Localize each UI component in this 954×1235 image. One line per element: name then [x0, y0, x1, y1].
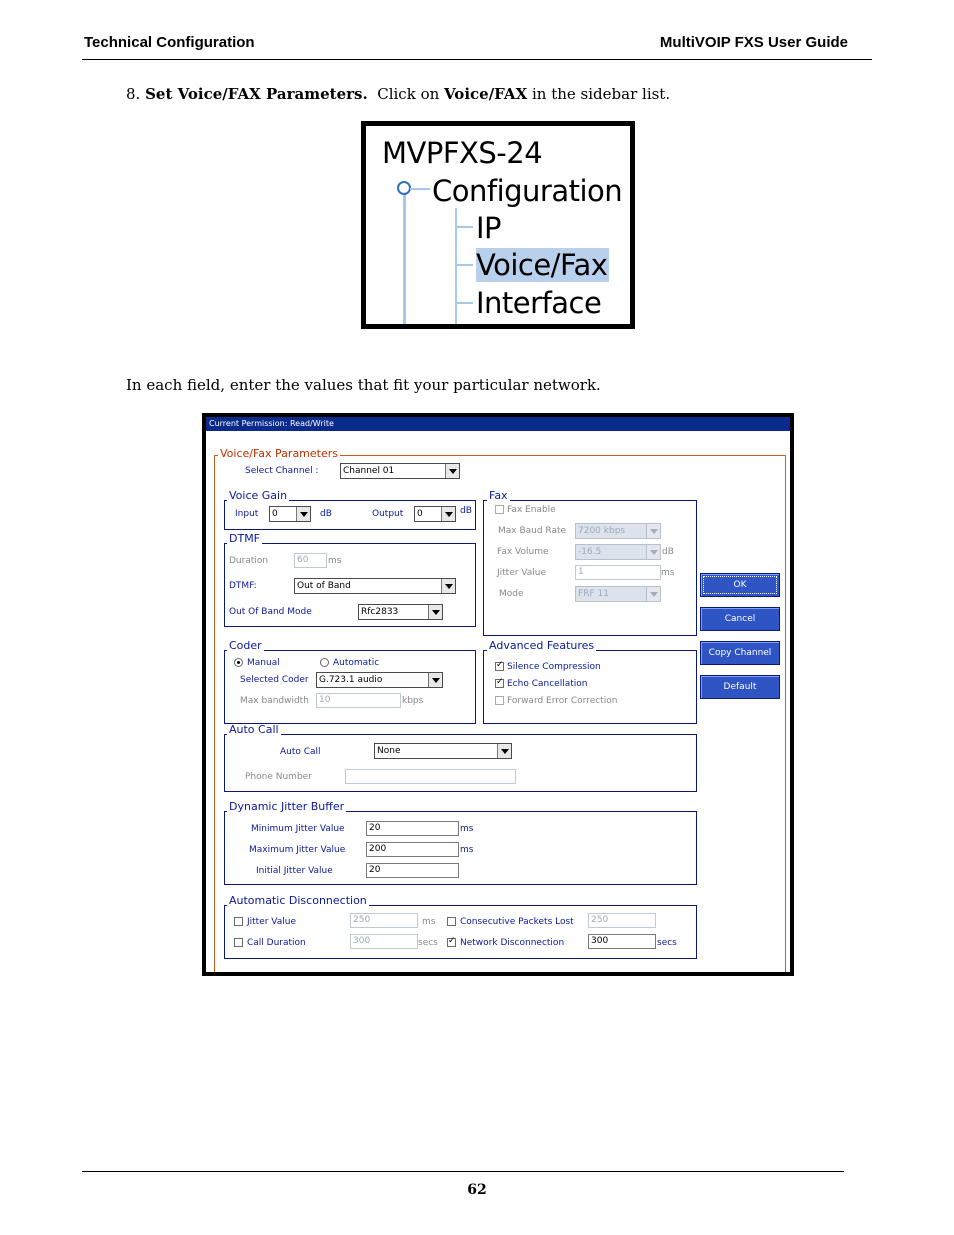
tree-configuration[interactable]: Configuration [432, 174, 623, 208]
oob-mode-value: Rfc2833 [361, 607, 399, 617]
initial-jitter-field[interactable]: 20 [366, 863, 459, 878]
fax-volume-label: Fax Volume [497, 547, 549, 557]
network-disconnection-unit: secs [657, 938, 677, 948]
default-button[interactable]: Default [700, 675, 780, 699]
automatic-radio[interactable] [320, 658, 329, 667]
chevron-down-icon [646, 587, 660, 601]
call-duration-label: Call Duration [247, 938, 306, 948]
permission-bar: Current Permission: Read/Write [206, 417, 790, 431]
oob-mode-label: Out Of Band Mode [229, 607, 312, 617]
input-gain-label: Input [235, 509, 259, 519]
auto-disconnect-title: Automatic Disconnection [229, 894, 367, 907]
network-disconnection-field[interactable]: 300 [588, 934, 656, 949]
fax-enable-checkbox[interactable] [495, 505, 504, 514]
voice-fax-dialog-figure [202, 413, 794, 976]
max-baud-dropdown[interactable] [575, 523, 661, 539]
call-duration-checkbox[interactable] [234, 938, 243, 947]
header-left: Technical Configuration [84, 34, 255, 51]
auto-call-value: None [377, 746, 401, 756]
advanced-features-title: Advanced Features [489, 639, 595, 652]
chevron-down-icon [497, 744, 511, 758]
manual-label: Manual [247, 658, 280, 668]
tree-branch [455, 226, 473, 228]
network-disconnection-label: Network Disconnection [460, 938, 565, 948]
selected-coder-value: G.723.1 audio [319, 675, 383, 685]
max-jitter-field[interactable]: 200 [366, 842, 459, 857]
chevron-down-icon [441, 579, 455, 593]
min-jitter-unit: ms [460, 824, 474, 834]
oob-mode-dropdown[interactable] [358, 604, 443, 620]
fax-volume-unit: dB [662, 547, 674, 557]
silence-compression-checkbox[interactable] [495, 662, 504, 671]
ok-button[interactable]: OK [700, 573, 780, 597]
select-channel-dropdown[interactable] [340, 463, 460, 479]
chevron-down-icon [441, 507, 455, 521]
output-gain-dropdown[interactable] [414, 506, 456, 522]
max-bandwidth-field[interactable]: 10 [316, 693, 401, 708]
selected-coder-label: Selected Coder [240, 675, 309, 685]
jitter-disconnect-unit: ms [422, 917, 436, 927]
dtmf-duration-unit: ms [328, 556, 342, 566]
output-gain-value: 0 [417, 509, 423, 519]
chevron-down-icon [445, 464, 459, 478]
fax-volume-dropdown[interactable] [575, 544, 661, 560]
jitter-disconnect-checkbox[interactable] [234, 917, 243, 926]
consecutive-packets-label: Consecutive Packets Lost [460, 917, 574, 927]
fec-label: Forward Error Correction [507, 696, 618, 706]
sidebar-tree-figure [361, 121, 635, 329]
jitter-disconnect-label: Jitter Value [247, 917, 297, 927]
page-number: 62 [467, 1182, 487, 1198]
fax-jitter-unit: ms [661, 568, 675, 578]
dtmf-mode-dropdown[interactable] [294, 578, 456, 594]
phone-number-label: Phone Number [245, 772, 312, 782]
dtmf-duration-field[interactable]: 60 [294, 553, 327, 568]
max-bandwidth-label: Max bandwidth [240, 696, 309, 706]
chevron-down-icon [428, 673, 442, 687]
echo-cancellation-checkbox[interactable] [495, 679, 504, 688]
input-gain-value: 0 [272, 509, 278, 519]
step-text-a: Click on [377, 85, 440, 103]
fax-jitter-label: Jitter Value [497, 568, 547, 578]
input-gain-dropdown[interactable] [269, 506, 311, 522]
fax-title: Fax [489, 489, 508, 502]
fax-volume-value: -16.5 [578, 547, 602, 557]
call-duration-unit: secs [418, 938, 438, 948]
panel-title: Voice/Fax Parameters [220, 447, 339, 460]
chevron-down-icon [296, 507, 310, 521]
tree-branch [455, 302, 473, 304]
max-jitter-label: Maximum Jitter Value [249, 845, 346, 855]
initial-jitter-label: Initial Jitter Value [256, 866, 333, 876]
fax-jitter-field[interactable]: 1 [575, 565, 661, 580]
fax-enable-label: Fax Enable [507, 505, 556, 515]
output-gain-label: Output [372, 509, 404, 519]
tree-node-icon [397, 181, 411, 195]
manual-radio[interactable] [234, 658, 243, 667]
jitter-buffer-title: Dynamic Jitter Buffer [229, 800, 345, 813]
dtmf-duration-label: Duration [229, 556, 269, 566]
max-bandwidth-unit: kbps [402, 696, 424, 706]
tree-branch [410, 188, 430, 190]
step-text [126, 85, 670, 103]
consecutive-packets-field[interactable]: 250 [588, 913, 656, 928]
voice-fax-window [206, 417, 790, 972]
chevron-down-icon [428, 605, 442, 619]
min-jitter-label: Minimum Jitter Value [251, 824, 345, 834]
output-db-unit: dB [460, 506, 472, 516]
step-target: Voice/FAX [444, 85, 528, 103]
cancel-button[interactable]: Cancel [700, 607, 780, 631]
tree-item-ip[interactable]: IP [476, 211, 502, 245]
phone-number-field[interactable] [345, 769, 516, 784]
dtmf-title: DTMF [229, 532, 261, 545]
dtmf-mode-value: Out of Band [297, 581, 351, 591]
jitter-disconnect-field[interactable]: 250 [350, 913, 418, 928]
tree-branch [455, 264, 473, 266]
echo-cancellation-label: Echo Cancellation [507, 679, 588, 689]
step-text-b: in the sidebar list. [532, 85, 671, 103]
header-rule [82, 59, 872, 60]
footer-rule [82, 1171, 844, 1172]
step-number: 8. [126, 85, 141, 103]
select-channel-value: Channel 01 [343, 466, 395, 476]
chevron-down-icon [646, 524, 660, 538]
tree-root[interactable]: MVPFXS-24 [382, 136, 543, 170]
copy-channel-button[interactable]: Copy Channel [700, 641, 780, 665]
tree-item-voice-fax[interactable]: Voice/Fax [476, 248, 608, 282]
silence-compression-label: Silence Compression [507, 662, 601, 672]
header-right: MultiVOIP FXS User Guide [659, 34, 848, 51]
step-title: Set Voice/FAX Parameters. [145, 85, 368, 103]
auto-call-title: Auto Call [229, 723, 279, 736]
input-db-unit: dB [320, 509, 332, 519]
auto-call-label: Auto Call [280, 747, 321, 757]
network-disconnection-checkbox[interactable] [447, 938, 456, 947]
selected-coder-dropdown[interactable] [316, 672, 443, 688]
automatic-label: Automatic [333, 658, 380, 668]
voice-gain-title: Voice Gain [229, 489, 288, 502]
auto-call-dropdown[interactable] [374, 743, 512, 759]
dtmf-mode-label: DTMF: [229, 581, 257, 591]
fax-mode-value: FRF 11 [578, 589, 609, 599]
fec-checkbox[interactable] [495, 696, 504, 705]
max-baud-label: Max Baud Rate [498, 526, 567, 536]
min-jitter-field[interactable]: 20 [366, 821, 459, 836]
max-baud-value: 7200 kbps [578, 526, 626, 536]
tree-line-vertical [403, 184, 406, 324]
select-channel-label: Select Channel : [245, 466, 319, 476]
max-jitter-unit: ms [460, 845, 474, 855]
fax-mode-dropdown[interactable] [575, 586, 661, 602]
consecutive-packets-checkbox[interactable] [447, 917, 456, 926]
call-duration-field[interactable]: 300 [350, 934, 418, 949]
coder-title: Coder [229, 639, 262, 652]
tree-item-interface[interactable]: Interface [476, 286, 602, 320]
chevron-down-icon [646, 545, 660, 559]
intro-text: In each field, enter the values that fit your particular network. [126, 376, 601, 394]
fax-mode-label: Mode [499, 589, 524, 599]
